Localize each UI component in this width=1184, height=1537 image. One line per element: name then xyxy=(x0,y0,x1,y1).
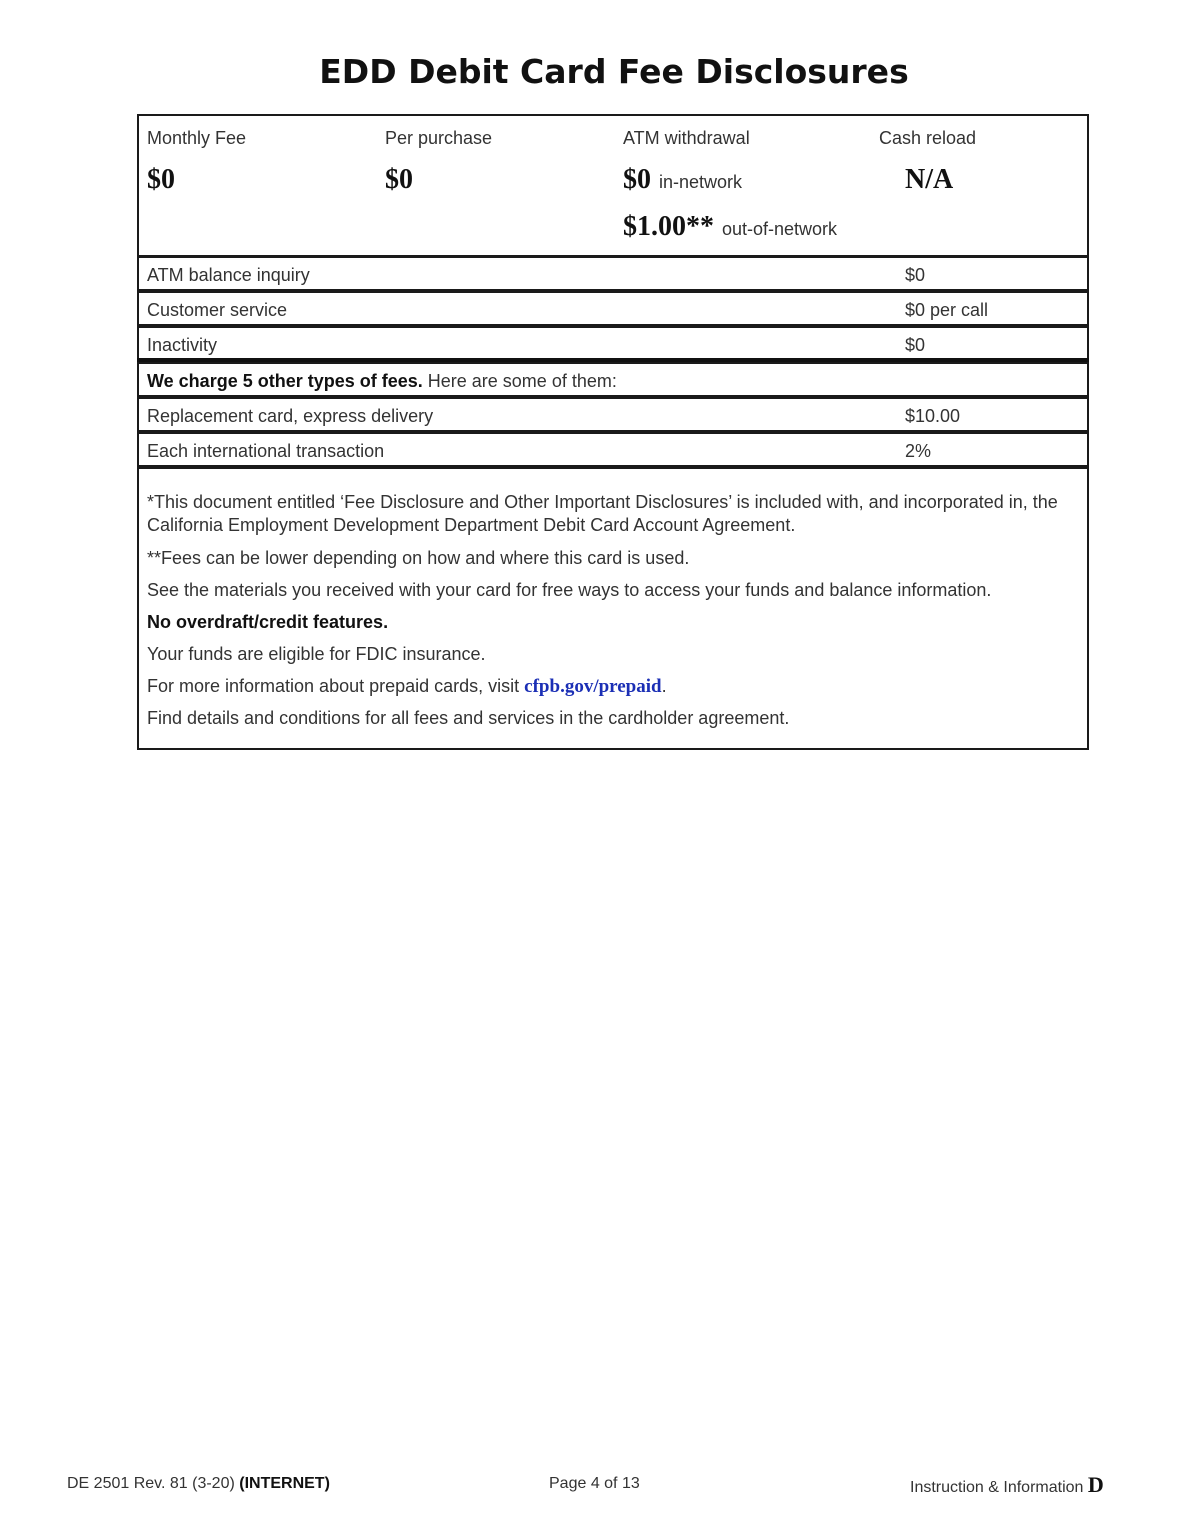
atm-out-network-label: out-of-network xyxy=(722,219,838,239)
per-purchase-label: Per purchase xyxy=(385,128,493,148)
footer-form-tag: (INTERNET) xyxy=(239,1475,330,1492)
note-fees-lower: **Fees can be lower depending on how and where this card is used. xyxy=(147,548,690,568)
fee-row xyxy=(137,397,1089,432)
fee-row xyxy=(137,432,1089,467)
atm-in-network-label: in-network xyxy=(659,172,743,192)
fee-value: $10.00 xyxy=(905,406,961,426)
other-fees-heading-bold: We charge 5 other types of fees. xyxy=(147,371,423,391)
monthly-fee-label: Monthly Fee xyxy=(147,128,247,148)
footer-section-letter: D xyxy=(1087,1472,1104,1497)
monthly-fee-value: $0 xyxy=(147,164,175,195)
fee-label: Inactivity xyxy=(147,335,218,355)
fee-value: $0 xyxy=(905,335,926,355)
other-fees-heading-rest: Here are some of them: xyxy=(422,371,617,391)
fee-value: $0 xyxy=(905,265,926,285)
fee-label: ATM balance inquiry xyxy=(147,265,310,285)
atm-in-network-value: $0 xyxy=(623,164,651,195)
note-no-overdraft-text: No overdraft/credit features. xyxy=(147,612,389,632)
per-purchase-value: $0 xyxy=(385,164,413,195)
footer-section xyxy=(910,1472,1104,1498)
note-free-access: See the materials you received with your card for free ways to access your funds and balance information. xyxy=(147,580,992,600)
footer-page-number: Page 4 of 13 xyxy=(549,1475,640,1492)
note-more-info-prefix: For more information about prepaid cards, visit xyxy=(147,676,525,696)
note-fdic: Your funds are eligible for FDIC insurance. xyxy=(147,644,486,664)
note-more-info xyxy=(147,675,1077,698)
footer-form-id xyxy=(67,1475,330,1493)
fee-value: $0 per call xyxy=(905,300,989,320)
other-fees-heading-row xyxy=(137,362,1089,397)
cash-reload-label: Cash reload xyxy=(879,128,977,148)
fee-label: Each international transaction xyxy=(147,441,385,461)
fee-value: 2% xyxy=(905,441,932,461)
note-cardholder-agreement: Find details and conditions for all fees and services in the cardholder agreement. xyxy=(147,708,790,728)
disclosure-notes xyxy=(137,467,1089,750)
cash-reload-value: N/A xyxy=(905,164,954,195)
fee-label: Customer service xyxy=(147,300,288,320)
atm-withdrawal-label: ATM withdrawal xyxy=(623,128,750,148)
note-more-info-suffix: . xyxy=(661,676,667,696)
cfpb-link[interactable]: cfpb.gov/prepaid xyxy=(524,676,662,697)
note-no-overdraft xyxy=(147,611,1077,634)
fee-row xyxy=(137,256,1089,291)
page-title: EDD Debit Card Fee Disclosures xyxy=(319,52,909,91)
note-document-agreement: *This document entitled ‘Fee Disclosure and Other Important Disclosures’ is included with, and incorporated in, the California Employment Development Department Debit Card Account Agreement. xyxy=(147,492,1058,535)
fee-row xyxy=(137,326,1089,361)
footer-form-number: DE 2501 Rev. 81 (3-20) xyxy=(67,1475,240,1492)
fee-label: Replacement card, express delivery xyxy=(147,406,434,426)
other-fees-heading xyxy=(147,371,617,392)
atm-out-network-value: $1.00** xyxy=(623,211,714,242)
atm-out-of-network xyxy=(623,211,837,243)
atm-in-network xyxy=(623,164,742,196)
fee-summary-box xyxy=(137,114,1089,257)
footer-section-label: Instruction & Information xyxy=(910,1479,1088,1496)
fee-row xyxy=(137,291,1089,326)
